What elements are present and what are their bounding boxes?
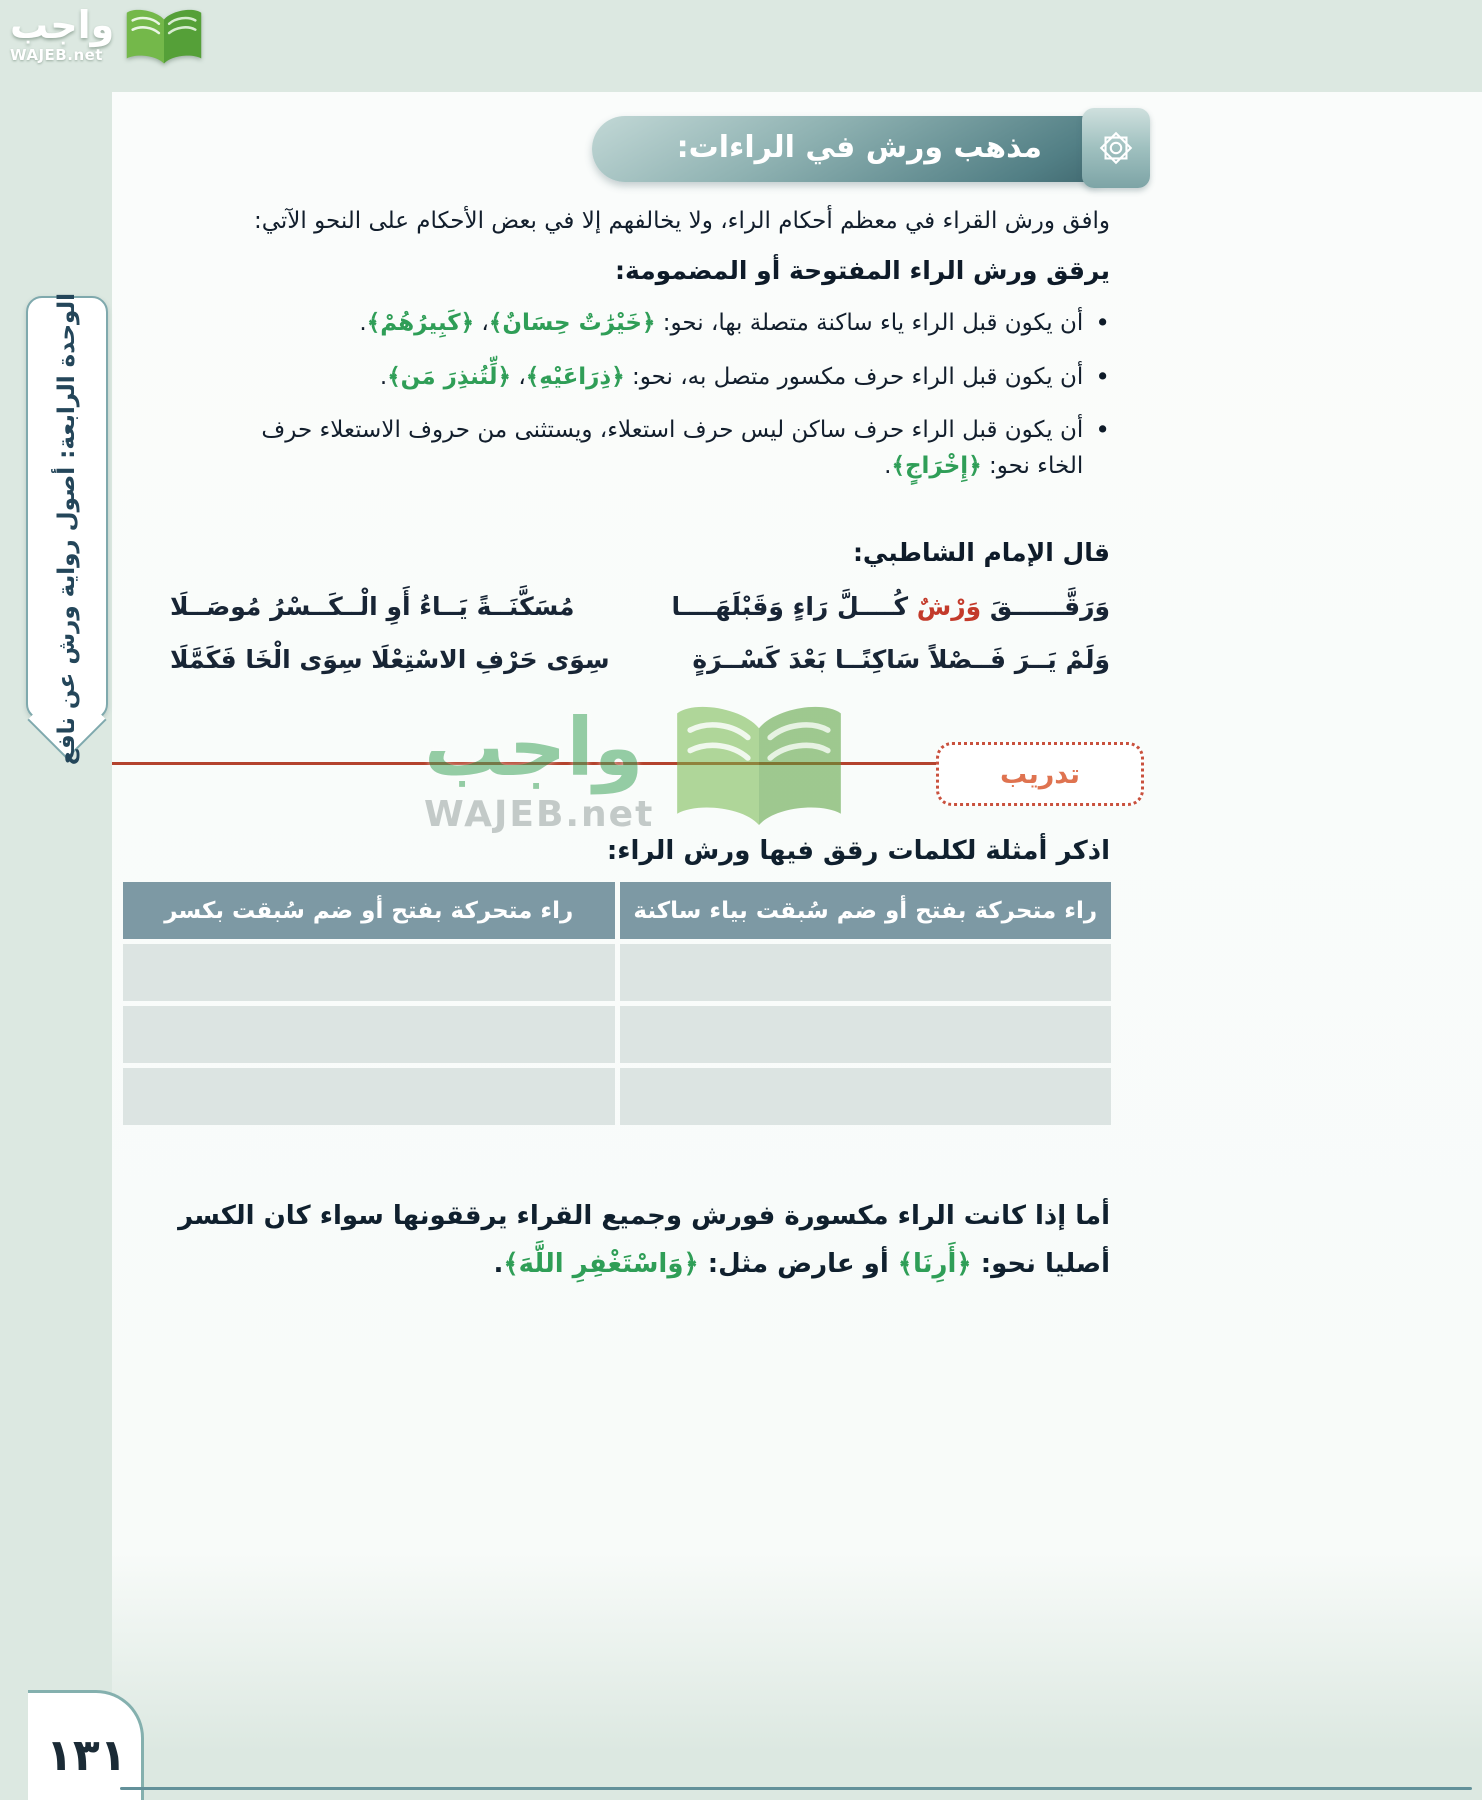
intro-paragraph: وافق ورش القراء في معظم أحكام الراء، ولا يخالفهم إلا في بعض الأحكام على النحو الآتي: xyxy=(253,208,1110,234)
poetry-heading: قال الإمام الشاطبي: xyxy=(852,538,1110,567)
closing-text: أو عارض مثل: xyxy=(698,1249,898,1280)
ornament-star-icon xyxy=(1082,108,1150,188)
exercise-prompt: اذكر أمثلة لكلمات رقق فيها ورش الراء: xyxy=(606,836,1110,866)
shatibi-verse xyxy=(170,592,1110,698)
brand-text-block xyxy=(10,3,115,64)
brand-latin-label: WAJEB.net xyxy=(10,45,103,64)
rule-item-3-text xyxy=(250,413,1083,484)
answer-cell-r2-left xyxy=(123,1006,615,1063)
brand-logo xyxy=(10,3,208,72)
verse-line-2-left: سِوَى حَرْفِ الاسْتِعْلَا سِوَى الْخَا فَكَمَّلَا xyxy=(170,645,610,674)
watermark-latin: WAJEB.net xyxy=(424,793,655,835)
open-book-logo-icon xyxy=(120,6,208,72)
table-header-right: راء متحركة بفتح أو ضم سُبقت بياء ساكنة xyxy=(620,882,1112,939)
exercise-table xyxy=(123,882,1111,1125)
quran-example: ﴿وَاسْتَغْفِرِ اللَّهَ﴾ xyxy=(503,1249,699,1280)
separator: ، xyxy=(511,363,526,390)
page-number: ١٣١ xyxy=(46,1730,127,1781)
rule-heading: يرقق ورش الراء المفتوحة أو المضمومة: xyxy=(615,256,1110,285)
rule-text: أن يكون قبل الراء ياء ساكنة متصلة بها، نحو: xyxy=(655,310,1084,336)
watermark-arabic: واجب xyxy=(424,700,644,794)
bullet-dot: • xyxy=(1095,361,1110,391)
verse-text: وَرَقَّــــــقَ xyxy=(981,592,1110,621)
verse-line-2-right: وَلَمْ يَــرَ فَــصْلاً سَاكِنًــا بَعْدَ كَسْــرَةٍ xyxy=(692,645,1110,674)
answer-cell-r1-right xyxy=(620,944,1112,1001)
rule-item-3 xyxy=(250,413,1110,484)
verse-line-1 xyxy=(170,592,1110,621)
rule-item-1-text xyxy=(359,306,1083,342)
period: . xyxy=(493,1249,504,1280)
period: . xyxy=(884,452,892,479)
watermark-text-block xyxy=(424,700,655,835)
quran-example: ﴿لِّتُنذِرَ مَن﴾ xyxy=(387,363,512,390)
exercise-badge: تدريب xyxy=(936,742,1144,806)
watermark xyxy=(424,696,852,846)
separator: ، xyxy=(474,310,489,336)
answer-cell-r3-left xyxy=(123,1068,615,1125)
verse-line-1-left: مُسَكَّنَــةً يَــاءُ أَوِ الْــكَــسْرُ مُوصَــلَا xyxy=(170,592,575,621)
table-header-left: راء متحركة بفتح أو ضم سُبقت بكسر xyxy=(123,882,615,939)
rule-text: أن يكون قبل الراء حرف مكسور متصل به، نحو: xyxy=(624,363,1084,390)
quran-example: ﴿خَيْرَٰتٌ حِسَانٌ﴾ xyxy=(488,310,656,336)
quran-example: ﴿ذِرَاعَيْهِ﴾ xyxy=(525,363,625,390)
verse-line-2 xyxy=(170,645,1110,674)
quran-example: ﴿كَبِيرُهُمْ﴾ xyxy=(366,310,475,336)
verse-text: كُــــلَّ رَاءٍ وَقَبْلَهَــــا xyxy=(671,592,917,621)
quran-example: ﴿إِخْرَاجٍ﴾ xyxy=(891,452,982,479)
closing-paragraph xyxy=(160,1192,1110,1288)
rules-list xyxy=(250,306,1110,503)
bullet-dot: • xyxy=(1095,415,1110,445)
unit-title-vertical: الوحدة الرابعة: أصول رواية ورش عن نافع xyxy=(54,293,80,766)
answer-cell-r1-left xyxy=(123,944,615,1001)
footer-rule-line xyxy=(120,1787,1472,1790)
period: . xyxy=(379,363,388,390)
rule-text: أن يكون قبل الراء حرف ساكن ليس حرف استعلاء، ويستثنى من حروف الاستعلاء حرف الخاء نحو: xyxy=(261,417,1084,479)
rule-item-2 xyxy=(250,360,1110,396)
answer-cell-r2-right xyxy=(620,1006,1112,1063)
warsh-highlight: وَرْشٌ xyxy=(916,592,982,621)
answer-cell-r3-right xyxy=(620,1068,1112,1125)
section-banner xyxy=(592,116,1106,182)
closing-text: أما إذا كانت الراء مكسورة فورش وجميع القراء يرققونها سواء كان الكسر أصليا نحو: xyxy=(178,1201,1110,1280)
verse-line-1-right xyxy=(671,592,1110,621)
rule-item-1 xyxy=(250,306,1110,342)
rule-item-2-text xyxy=(380,360,1083,396)
quran-example: ﴿أَرِنَا﴾ xyxy=(897,1249,972,1280)
period: . xyxy=(359,310,367,336)
watermark-book-icon xyxy=(666,696,852,846)
brand-arabic-label: واجب xyxy=(10,3,115,47)
section-title: مذهب ورش في الراءات: xyxy=(676,130,1042,165)
bullet-dot: • xyxy=(1095,308,1110,337)
